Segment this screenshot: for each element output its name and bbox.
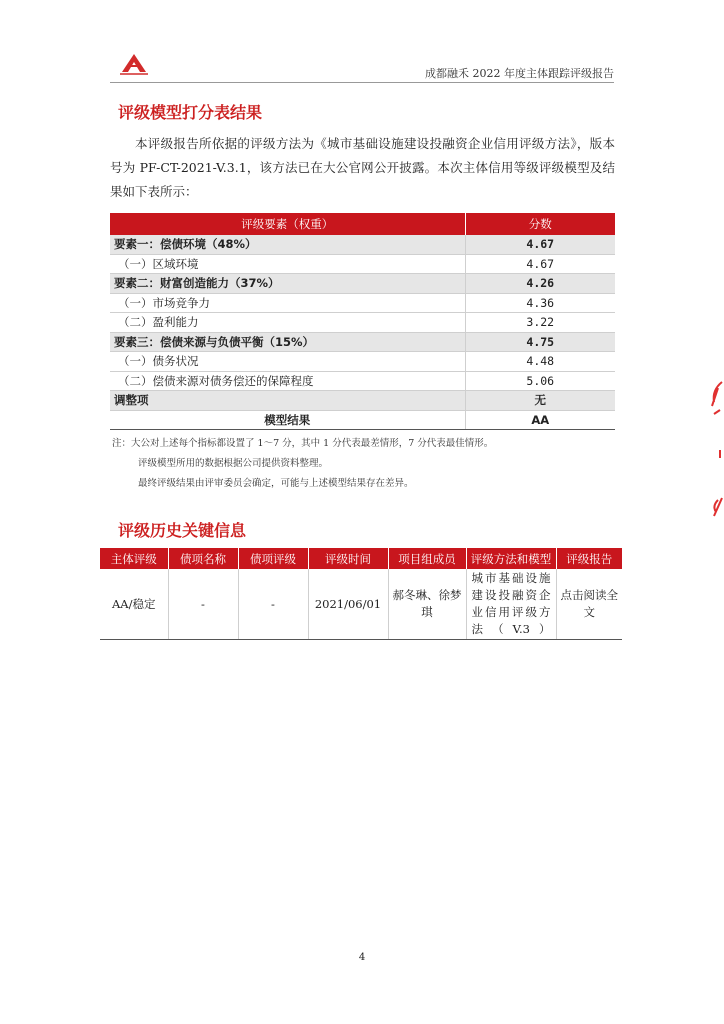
header-members: 项目组成员 [388, 548, 466, 569]
table-row [110, 352, 615, 372]
row-label: 要素一：偿债环境（48%） [110, 235, 465, 254]
row-label: （二）盈利能力 [110, 313, 465, 333]
section-title-history: 评级历史关键信息 [118, 521, 247, 540]
row-label: 调整项 [110, 391, 465, 411]
table-row [110, 391, 615, 411]
cell-method: 城市基础设施建设投融资企业信用评级方法（V.3） [466, 569, 556, 640]
section-title-scoring: 评级模型打分表结果 [118, 103, 263, 122]
intro-paragraph: 本评级报告所依据的评级方法为《城市基础设施建设投融资企业信用评级方法》，版本号为 PF-CT-2021-V.3.1，该方法已在大公官网公开披露。本次主体信用等级评级模型及结果如下表所示： [110, 136, 615, 199]
read-full-text-link[interactable]: 点击阅读全文 [556, 569, 622, 640]
row-label: 要素三：偿债来源与负债平衡（15%） [110, 332, 465, 352]
table-row [110, 235, 615, 254]
company-logo-icon [118, 52, 150, 76]
table-row [110, 371, 615, 391]
rating-history-table [100, 548, 622, 640]
header-factor: 评级要素（权重） [110, 213, 465, 235]
cell-rating: AA/稳定 [100, 569, 168, 640]
row-score: 4.26 [465, 274, 615, 294]
header-report: 评级报告 [556, 548, 622, 569]
row-score: 3.22 [465, 313, 615, 333]
note-line: 评级模型所用的数据根据公司提供资料整理。 [138, 458, 329, 469]
scoring-table [110, 213, 615, 430]
row-label: 模型结果 [110, 410, 465, 430]
row-label: （二）偿债来源对债务偿还的保障程度 [110, 371, 465, 391]
page-number: 4 [358, 952, 366, 963]
header-bond-name: 债项名称 [168, 548, 238, 569]
cell-members: 郝冬琳、徐梦琪 [388, 569, 466, 640]
table-row [110, 274, 615, 294]
table-row [110, 332, 615, 352]
table-row [110, 254, 615, 274]
seal-stamp-icon [708, 380, 724, 520]
note-line: 最终评级结果由评审委员会确定，可能与上述模型结果存在差异。 [138, 478, 414, 489]
row-label: （一）区域环境 [110, 254, 465, 274]
scoring-table-header [110, 213, 615, 235]
cell-bond-name: - [168, 569, 238, 640]
history-table-header [100, 548, 622, 569]
cell-date: 2021/06/01 [308, 569, 388, 640]
row-score: 4.75 [465, 332, 615, 352]
table-row [110, 293, 615, 313]
table-notes [112, 434, 493, 494]
header-divider [110, 82, 614, 83]
table-row-result [110, 410, 615, 430]
report-header-title: 成都融禾 2022 年度主体跟踪评级报告 [425, 67, 614, 80]
row-label: 要素二：财富创造能力（37%） [110, 274, 465, 294]
table-row [100, 569, 622, 640]
row-label: （一）债务状况 [110, 352, 465, 372]
note-line: 注：大公对上述每个指标都设置了 1～7 分，其中 1 分代表最差情形，7 分代表最佳情形。 [112, 438, 494, 449]
row-score: 4.48 [465, 352, 615, 372]
header-score: 分数 [465, 213, 615, 235]
row-score: 4.67 [465, 254, 615, 274]
header-bond-rating: 债项评级 [238, 548, 308, 569]
header-method: 评级方法和模型 [466, 548, 556, 569]
row-score: AA [465, 410, 615, 430]
row-score: 4.36 [465, 293, 615, 313]
cell-bond-rating: - [238, 569, 308, 640]
table-row [110, 313, 615, 333]
row-score: 5.06 [465, 371, 615, 391]
row-score: 无 [465, 391, 615, 411]
row-score: 4.67 [465, 235, 615, 254]
row-label: （一）市场竞争力 [110, 293, 465, 313]
header-date: 评级时间 [308, 548, 388, 569]
header-rating: 主体评级 [100, 548, 168, 569]
